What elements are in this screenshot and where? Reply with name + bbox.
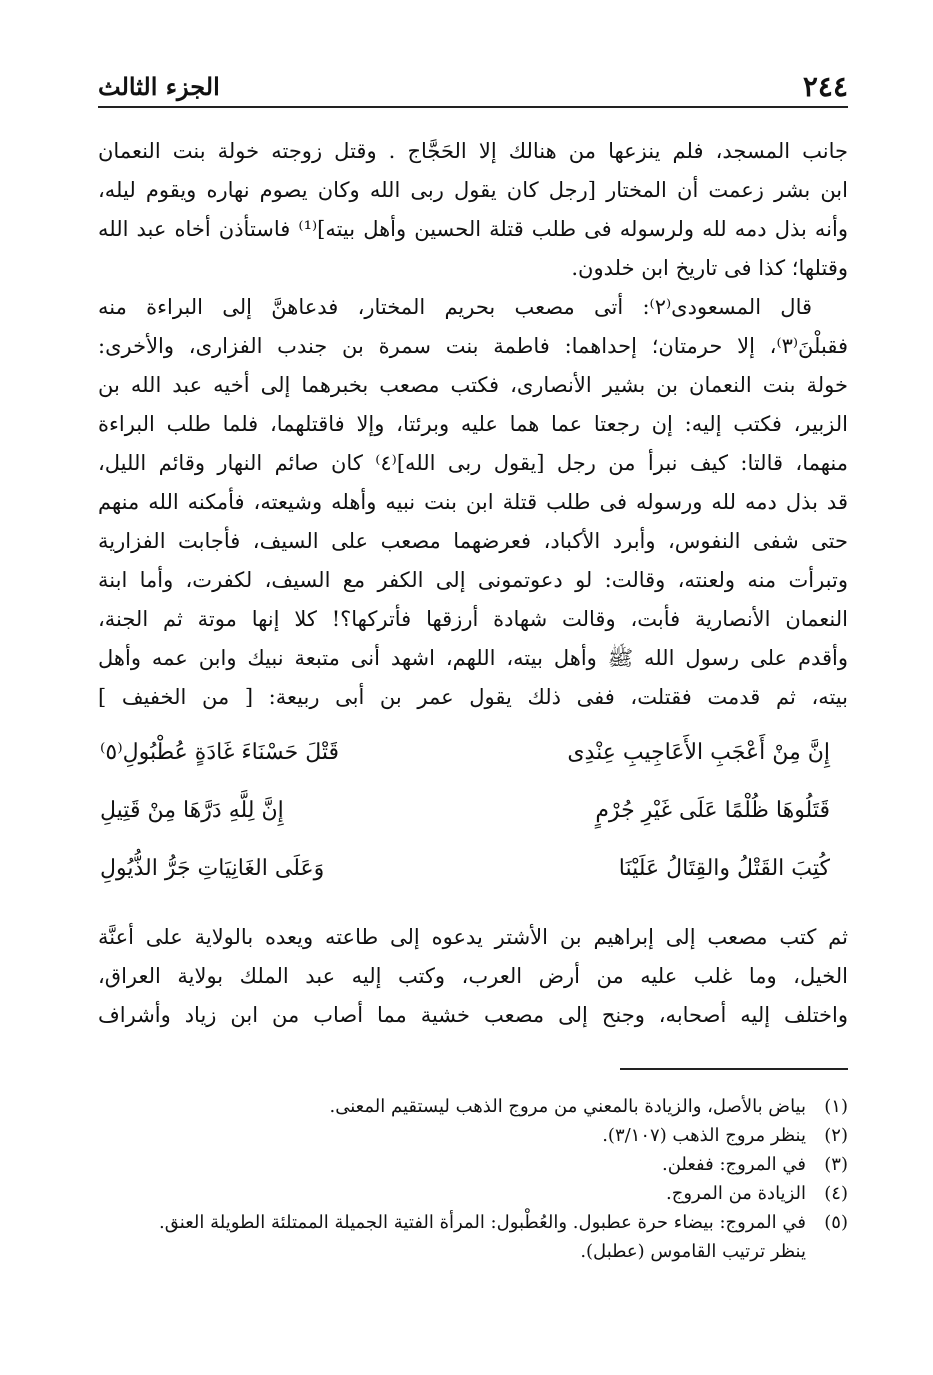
text-line: ثم كتب مصعب إلى إبراهيم بن الأشتر يدعوه إلى طاعته ويعده بالولاية على أعنَّة (98, 925, 848, 949)
text-line: جانب المسجد، فلم ينزعها من هنالك إلا الحَجَّاج . وقتل زوجته خولة بنت النعمان (98, 139, 848, 163)
verse-first-hemistich: كُتِبَ القَتْلُ والقِتَالُ عَلَيْنَا (618, 856, 830, 881)
verse-first-hemistich: إِنَّ مِنْ أَعْجَبِ الأَعَاجِيبِ عِنْدِى (567, 740, 830, 765)
footnote-continuation: ينظر ترتيب القاموس (عطبل). (580, 1241, 806, 1262)
text-line: وقتلها؛ كذا فى تاريخ ابن خلدون. (571, 256, 848, 280)
footnote-text: ينظر مروج الذهب (٣/١٠٧). (602, 1125, 806, 1146)
text-line: بيته، ثم قدمت فقتلت، ففى ذلك يقول عمر بن أبى ربيعة: [ من الخفيف ] (98, 685, 848, 709)
text-line: خولة بنت النعمان بن بشير الأنصارى، فكتب مصعب بخبرهما إلى أخيه عبد الله بن (98, 373, 848, 397)
footnote (98, 1208, 848, 1237)
verse-first-hemistich: قَتَلُوهَا ظُلْمًا عَلَى غَيْرِ جُرْمٍ (595, 798, 830, 823)
running-title: الجزء الثالث (98, 72, 220, 101)
footnote-divider (620, 1068, 848, 1070)
footnote-number: (١) (824, 1096, 848, 1117)
footnote-text: الزيادة من المروج. (665, 1183, 806, 1204)
verse-second-hemistich: وَعَلَى الغَانِيَاتِ جَرُّ الذُّيُولِ (100, 856, 325, 881)
text-line: وأقدم على رسول الله ﷺ وأهل بيته، اللهم، اشهد أنى متبعة نبيك وابن عمه وأهل (98, 646, 848, 670)
footnote-number: (٥) (824, 1212, 848, 1233)
main-text-block (98, 132, 848, 717)
text-line: واختلف إليه أصحابه، وجنح إلى مصعب خشية مما أصاب من ابن زياد وأشراف (98, 1003, 848, 1027)
text-line: النعمان الأنصارية فأبت، وقالت شهادة أرزقها فأتركها؟! كلا إنها موتة ثم الجنة، (98, 607, 848, 631)
text-line: فقبلْنَ⁽٣⁾، إلا حرمتان؛ إحداهما: فاطمة بنت سمرة بن جندب الفزارى، والأخرى: (98, 334, 848, 358)
page-header (98, 66, 848, 108)
footnote (98, 1179, 848, 1208)
verse-second-hemistich: قَتْلَ حَسْنَاءَ غَادَةٍ عُطْبُولِ⁽٥⁾ (100, 740, 340, 765)
footnote-text: في المروج: ففعلن. (661, 1154, 806, 1175)
footnote-number: (٤) (824, 1183, 848, 1204)
text-line: قال المسعودى⁽٢⁾: أتى مصعب بحريم المختار، فدعاهنَّ إلى البراءة منه (98, 295, 813, 319)
footnotes (98, 1092, 848, 1266)
text-line: وتبرأت منه ولعنته، وقالت: لو دعوتمونى إلى الكفر مع السيف، لكفرت، وأما ابنة (98, 568, 848, 592)
footnote-number: (٣) (824, 1154, 848, 1175)
text-line: وأنه بذل دمه لله ولرسوله فى طلب قتلة الحسين وأهل بيته]⁽¹⁾ فاستأذن أخاه عبد الله (98, 217, 848, 241)
page-number: ٢٤٤ (802, 70, 848, 103)
footnote (98, 1092, 848, 1121)
main-text-block-continued (98, 918, 848, 1035)
text-line: ابن بشر زعمت أن المختار [رجل كان يقول ربى الله وكان يصوم نهاره ويقوم ليله، (98, 178, 848, 202)
footnote-text: بياض بالأصل، والزيادة بالمعني من مروج الذهب ليستقيم المعنى. (329, 1096, 806, 1117)
footnote (98, 1150, 848, 1179)
text-line: الزبير، فكتب إليه: إن رجعتا عما هما عليه وبرئتا، وإلا فاقتلهما، فلما طلب البراءة (98, 412, 848, 436)
text-line: حتى شفى النفوس، وأبرد الأكباد، فعرضهما مصعب على السيف، فأجابت الفزارية (98, 529, 848, 553)
footnote (98, 1121, 848, 1150)
text-line: منهما، قالتا: كيف نبرأ من رجل [يقول ربى الله]⁽٤⁾ كان صائم النهار وقائم الليل، (98, 451, 848, 475)
text-line: الخيل، وما غلب عليه من أرض العرب، وكتب إليه عبد الملك بولاية العراق، (98, 964, 848, 988)
footnote-text: في المروج: بيضاء حرة عطبول. والعُطْبول: المرأة الفتية الجميلة الممتلئة الطويلة العنق. (159, 1212, 806, 1233)
verse-second-hemistich: إِنَّ لِلَّهِ دَرَّهَا مِنْ قَتِيلِ (100, 798, 284, 823)
footnote-number: (٢) (824, 1125, 848, 1146)
text-line: قد بذل دمه لله ورسوله فى طلب قتلة ابن بنت نبيه وأهله وشيعته، فأمكنه الله منهم (98, 490, 848, 514)
